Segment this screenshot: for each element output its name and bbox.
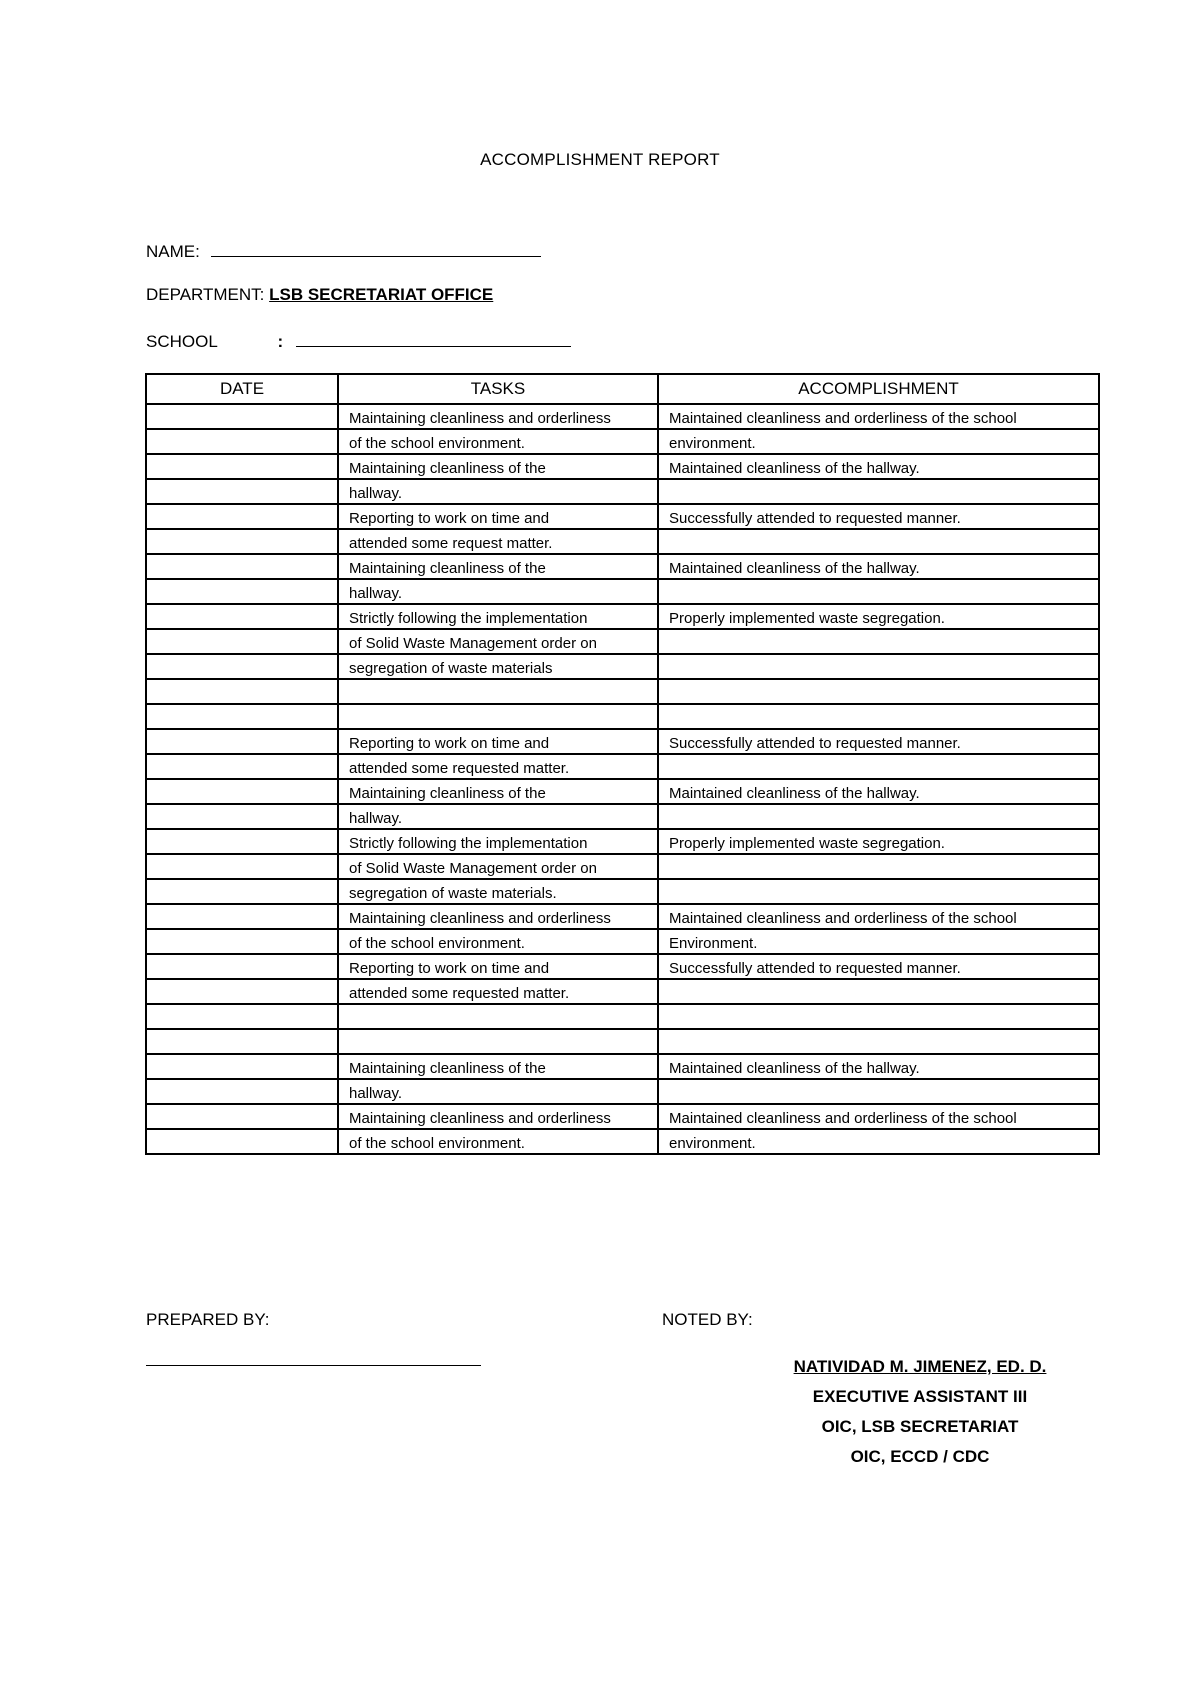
- task-cell: of the school environment.: [338, 429, 658, 454]
- table-row: [146, 554, 1099, 579]
- name-blank-line[interactable]: [211, 240, 541, 257]
- task-cell: [338, 1004, 658, 1029]
- table-row: [146, 904, 1099, 929]
- accomplishment-cell: [658, 979, 1099, 1004]
- task-cell: hallway.: [338, 479, 658, 504]
- accomplishment-cell: environment.: [658, 1129, 1099, 1154]
- tasks-header: TASKS: [338, 374, 658, 404]
- table-row: [146, 604, 1099, 629]
- date-cell[interactable]: [146, 604, 338, 629]
- date-cell[interactable]: [146, 1129, 338, 1154]
- school-label: SCHOOL: [146, 332, 218, 351]
- date-cell[interactable]: [146, 904, 338, 929]
- task-cell: [338, 704, 658, 729]
- date-cell[interactable]: [146, 479, 338, 504]
- task-cell: Maintaining cleanliness of the: [338, 554, 658, 579]
- task-cell: hallway.: [338, 579, 658, 604]
- accomplishment-cell: [658, 754, 1099, 779]
- accomplishment-cell: [658, 529, 1099, 554]
- task-cell: of Solid Waste Management order on: [338, 629, 658, 654]
- table-row: [146, 529, 1099, 554]
- table-row: [146, 1004, 1099, 1029]
- accomplishment-cell: [658, 854, 1099, 879]
- date-cell[interactable]: [146, 729, 338, 754]
- task-cell: segregation of waste materials.: [338, 879, 658, 904]
- table-row: [146, 979, 1099, 1004]
- date-cell[interactable]: [146, 854, 338, 879]
- accomplishment-cell: [658, 654, 1099, 679]
- accomplishment-cell: Successfully attended to requested manner.: [658, 954, 1099, 979]
- task-cell: attended some requested matter.: [338, 754, 658, 779]
- task-cell: Maintaining cleanliness and orderliness: [338, 404, 658, 429]
- accomplishment-cell: Maintained cleanliness and orderliness of the school: [658, 1104, 1099, 1129]
- date-cell[interactable]: [146, 779, 338, 804]
- accomplishment-cell: [658, 629, 1099, 654]
- accomplishment-cell: Environment.: [658, 929, 1099, 954]
- table-row: [146, 404, 1099, 429]
- noted-by-title-1: EXECUTIVE ASSISTANT III: [812, 1387, 1028, 1406]
- task-cell: Reporting to work on time and: [338, 729, 658, 754]
- table-row: [146, 1104, 1099, 1129]
- department-value: LSB SECRETARIAT OFFICE: [269, 285, 494, 304]
- date-cell[interactable]: [146, 1079, 338, 1104]
- table-row: [146, 804, 1099, 829]
- date-cell[interactable]: [146, 754, 338, 779]
- date-cell[interactable]: [146, 829, 338, 854]
- task-cell: attended some requested matter.: [338, 979, 658, 1004]
- name-field: [146, 240, 541, 262]
- date-cell[interactable]: [146, 579, 338, 604]
- table-row: [146, 429, 1099, 454]
- accomplishment-cell: [658, 679, 1099, 704]
- accomplishment-cell: Properly implemented waste segregation.: [658, 829, 1099, 854]
- date-cell[interactable]: [146, 454, 338, 479]
- noted-by-signature-block: [700, 1352, 1140, 1472]
- table-row: [146, 854, 1099, 879]
- name-label: NAME:: [146, 242, 200, 261]
- date-cell[interactable]: [146, 1029, 338, 1054]
- accomplishment-cell: [658, 479, 1099, 504]
- department-label: DEPARTMENT:: [146, 285, 265, 304]
- table-row: [146, 754, 1099, 779]
- table-row: [146, 929, 1099, 954]
- task-cell: Reporting to work on time and: [338, 504, 658, 529]
- accomplishment-cell: Maintained cleanliness and orderliness of the school: [658, 404, 1099, 429]
- accomplishment-cell: [658, 704, 1099, 729]
- table-header-row: [146, 374, 1099, 404]
- table-row: [146, 679, 1099, 704]
- date-cell[interactable]: [146, 504, 338, 529]
- date-cell[interactable]: [146, 529, 338, 554]
- table-row: [146, 579, 1099, 604]
- prepared-by-signature-line[interactable]: [146, 1365, 481, 1366]
- table-row: [146, 954, 1099, 979]
- accomplishment-cell: Successfully attended to requested manner.: [658, 729, 1099, 754]
- noted-by-name: NATIVIDAD M. JIMENEZ, ED. D.: [793, 1357, 1047, 1376]
- department-field: [146, 285, 493, 305]
- accomplishment-cell: [658, 804, 1099, 829]
- date-cell[interactable]: [146, 654, 338, 679]
- task-cell: [338, 679, 658, 704]
- school-blank-line[interactable]: [296, 330, 571, 347]
- prepared-by-label: PREPARED BY:: [146, 1310, 270, 1329]
- table-row: [146, 1129, 1099, 1154]
- date-cell[interactable]: [146, 429, 338, 454]
- table-row: [146, 629, 1099, 654]
- noted-by-title-3: OIC, ECCD / CDC: [850, 1447, 990, 1466]
- date-cell[interactable]: [146, 929, 338, 954]
- task-cell: Maintaining cleanliness of the: [338, 779, 658, 804]
- table-body: [146, 404, 1099, 1154]
- table-row: [146, 704, 1099, 729]
- task-cell: Strictly following the implementation: [338, 604, 658, 629]
- accomplishment-cell: Maintained cleanliness of the hallway.: [658, 779, 1099, 804]
- task-cell: Maintaining cleanliness of the: [338, 454, 658, 479]
- accomplishment-cell: [658, 579, 1099, 604]
- noted-by-label: NOTED BY:: [662, 1310, 753, 1329]
- table-row: [146, 654, 1099, 679]
- table-row: [146, 504, 1099, 529]
- task-cell: hallway.: [338, 1079, 658, 1104]
- task-cell: Maintaining cleanliness and orderliness: [338, 904, 658, 929]
- date-cell[interactable]: [146, 704, 338, 729]
- date-cell[interactable]: [146, 554, 338, 579]
- date-cell[interactable]: [146, 954, 338, 979]
- table-row: [146, 879, 1099, 904]
- accomplishment-cell: [658, 879, 1099, 904]
- date-cell[interactable]: [146, 804, 338, 829]
- noted-by-title-2: OIC, LSB SECRETARIAT: [821, 1417, 1019, 1436]
- table-row: [146, 1054, 1099, 1079]
- accomplishment-cell: Maintained cleanliness of the hallway.: [658, 1054, 1099, 1079]
- accomplishment-cell: [658, 1079, 1099, 1104]
- table-row: [146, 779, 1099, 804]
- task-cell: of the school environment.: [338, 1129, 658, 1154]
- accomplishment-cell: [658, 1004, 1099, 1029]
- date-cell[interactable]: [146, 679, 338, 704]
- task-cell: Reporting to work on time and: [338, 954, 658, 979]
- school-colon: :: [277, 332, 284, 351]
- date-cell[interactable]: [146, 1004, 338, 1029]
- accomplishment-cell: Maintained cleanliness of the hallway.: [658, 554, 1099, 579]
- accomplishment-table: [145, 373, 1100, 1155]
- task-cell: of the school environment.: [338, 929, 658, 954]
- task-cell: [338, 1029, 658, 1054]
- task-cell: attended some request matter.: [338, 529, 658, 554]
- accomplishment-cell: Properly implemented waste segregation.: [658, 604, 1099, 629]
- task-cell: Strictly following the implementation: [338, 829, 658, 854]
- accomplishment-cell: Successfully attended to requested manner.: [658, 504, 1099, 529]
- table-row: [146, 729, 1099, 754]
- accomplishment-cell: Maintained cleanliness and orderliness of the school: [658, 904, 1099, 929]
- date-cell[interactable]: [146, 404, 338, 429]
- task-cell: hallway.: [338, 804, 658, 829]
- accomplishment-cell: environment.: [658, 429, 1099, 454]
- table-row: [146, 454, 1099, 479]
- date-cell[interactable]: [146, 979, 338, 1004]
- page-title: ACCOMPLISHMENT REPORT: [480, 150, 720, 169]
- task-cell: Maintaining cleanliness of the: [338, 1054, 658, 1079]
- date-cell[interactable]: [146, 1054, 338, 1079]
- task-cell: Maintaining cleanliness and orderliness: [338, 1104, 658, 1129]
- table-row: [146, 1079, 1099, 1104]
- accomplishment-cell: [658, 1029, 1099, 1054]
- accomplishment-cell: Maintained cleanliness of the hallway.: [658, 454, 1099, 479]
- date-cell[interactable]: [146, 879, 338, 904]
- table-row: [146, 479, 1099, 504]
- school-field: [146, 330, 571, 352]
- table-row: [146, 1029, 1099, 1054]
- task-cell: segregation of waste materials: [338, 654, 658, 679]
- task-cell: of Solid Waste Management order on: [338, 854, 658, 879]
- table-row: [146, 829, 1099, 854]
- date-cell[interactable]: [146, 629, 338, 654]
- date-header: DATE: [146, 374, 338, 404]
- accomplishment-header: ACCOMPLISHMENT: [658, 374, 1099, 404]
- date-cell[interactable]: [146, 1104, 338, 1129]
